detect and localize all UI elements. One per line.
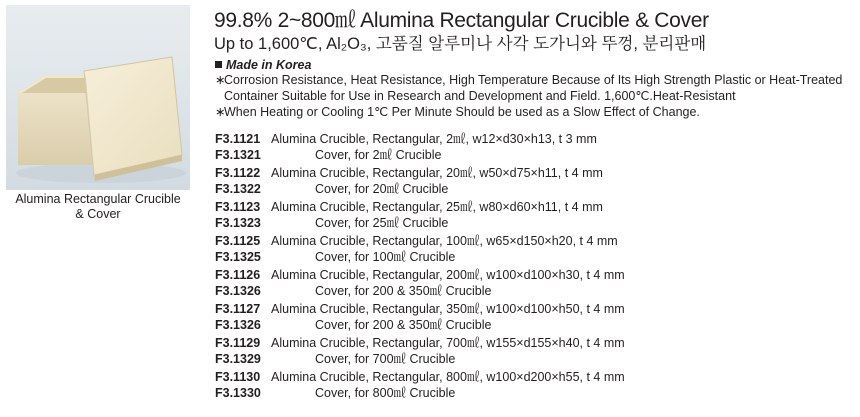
asterisk-icon: ∗: [215, 73, 226, 87]
crucible-row: [215, 131, 625, 147]
cover-row: [215, 181, 625, 197]
crucible-row: [215, 233, 625, 249]
caption-line-1: Alumina Rectangular Crucible: [15, 192, 181, 206]
cover-code: F3.1325: [215, 250, 261, 264]
product-group: [215, 301, 625, 335]
cover-code: F3.1329: [215, 352, 261, 366]
cover-description: Cover, for 25㎖ Crucible: [315, 216, 449, 230]
product-description: Alumina Crucible, Rectangular, 100㎖, w65×d150×h20, t 4 mm: [271, 234, 618, 248]
note-1-line-2: Container Suitable for Use in Research and Development and Field. 1,600℃.Heat-Resistant: [224, 88, 736, 103]
page-title: 99.8% 2~800㎖ Alumina Rectangular Crucible & Cover: [214, 9, 709, 32]
product-description: Alumina Crucible, Rectangular, 200㎖, w100×d100×h30, t 4 mm: [271, 268, 625, 282]
crucible-row: [215, 165, 625, 181]
crucible-illustration: [6, 5, 190, 190]
cover-row: [215, 317, 625, 333]
product-group: [215, 165, 625, 199]
crucible-row: [215, 301, 625, 317]
cover-row: [215, 249, 625, 265]
crucible-row: [215, 369, 625, 385]
cover-row: [215, 351, 625, 367]
note-1: [215, 73, 842, 104]
product-code: F3.1122: [215, 166, 261, 180]
note-1-line-1: Corrosion Resistance, Heat Resistance, High Temperature Because of Its High Strength Plastic or Heat-Treated: [224, 73, 843, 87]
product-code: F3.1125: [215, 234, 261, 248]
cover-description: Cover, for 200 & 350㎖ Crucible: [315, 318, 492, 332]
cover-code: F3.1326: [215, 318, 261, 332]
product-description: Alumina Crucible, Rectangular, 800㎖, w100×d200×h55, t 4 mm: [271, 370, 625, 384]
product-group: [215, 267, 625, 301]
product-description: Alumina Crucible, Rectangular, 700㎖, w155×d155×h40, t 4 mm: [271, 336, 625, 350]
made-in-text: Made in Korea: [226, 58, 312, 72]
product-photo: [6, 5, 190, 190]
cover-description: Cover, for 200 & 350㎖ Crucible: [315, 284, 492, 298]
cover-row: [215, 215, 625, 231]
cover-code: F3.1330: [215, 386, 261, 400]
cover-description: Cover, for 700㎖ Crucible: [315, 352, 456, 366]
product-description: Alumina Crucible, Rectangular, 350㎖, w100×d100×h50, t 4 mm: [271, 302, 625, 316]
cover-row: [215, 283, 625, 299]
product-group: [215, 199, 625, 233]
product-code: F3.1121: [215, 132, 261, 146]
cover-code: F3.1323: [215, 216, 261, 230]
product-code: F3.1130: [215, 370, 261, 384]
product-code: F3.1127: [215, 302, 261, 316]
product-description: Alumina Crucible, Rectangular, 2㎖, w12×d30×h13, t 3 mm: [271, 132, 597, 146]
product-group: [215, 131, 625, 165]
product-group: [215, 335, 625, 369]
note-2-line-1: When Heating or Cooling 1℃ Per Minute Should be used as a Slow Effect of Change.: [224, 105, 700, 119]
cover-description: Cover, for 100㎖ Crucible: [315, 250, 456, 264]
product-description: Alumina Crucible, Rectangular, 25㎖, w80×d60×h11, t 4 mm: [271, 200, 603, 214]
asterisk-icon: ∗: [215, 105, 226, 119]
product-group: [215, 233, 625, 267]
cover-code: F3.1321: [215, 148, 261, 162]
cover-description: Cover, for 20㎖ Crucible: [315, 182, 449, 196]
product-code: F3.1123: [215, 200, 261, 214]
photo-caption: [10, 192, 186, 222]
product-description: Alumina Crucible, Rectangular, 20㎖, w50×d75×h11, t 4 mm: [271, 166, 603, 180]
page-subtitle: Up to 1,600℃, Al₂O₃, 고품질 알루미나 사각 도가니와 뚜껑, 분리판매: [214, 35, 707, 53]
crucible-row: [215, 267, 625, 283]
crucible-row: [215, 199, 625, 215]
made-in-label: [215, 58, 311, 72]
cover-code: F3.1322: [215, 182, 261, 196]
product-list: [215, 131, 625, 403]
note-2: [215, 105, 700, 121]
square-bullet-icon: [215, 61, 222, 68]
cover-code: F3.1326: [215, 284, 261, 298]
product-code: F3.1126: [215, 268, 261, 282]
crucible-row: [215, 335, 625, 351]
caption-line-2: & Cover: [75, 207, 121, 221]
cover-row: [215, 385, 625, 401]
product-code: F3.1129: [215, 336, 261, 350]
cover-description: Cover, for 2㎖ Crucible: [315, 148, 442, 162]
cover-description: Cover, for 800㎖ Crucible: [315, 386, 456, 400]
product-group: [215, 369, 625, 403]
cover-row: [215, 147, 625, 163]
